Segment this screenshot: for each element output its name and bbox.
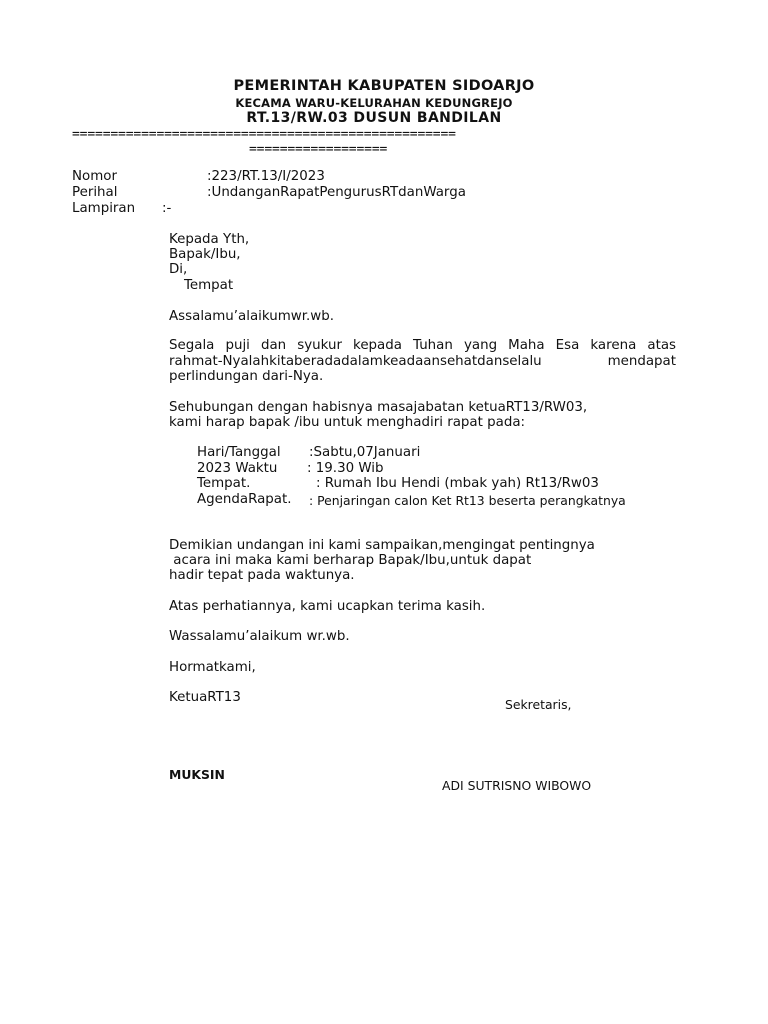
perihal-value: :UndanganRapatPengurusRTdanWarga: [207, 185, 466, 200]
perihal-label: Perihal: [72, 185, 118, 200]
closing-line-2: acara ini maka kami berharap Bapak/Ibu,untuk dapat: [169, 553, 532, 568]
closing-line-3: hadir tepat pada waktunya.: [169, 568, 355, 583]
letterhead-district: KECAMA WARU-KELURAHAN KEDUNGREJO: [235, 96, 513, 110]
letterhead-rule-2: ==================: [249, 142, 388, 157]
signature-right-title: Sekretaris,: [505, 697, 572, 712]
agenda-time-value: : 19.30 Wib: [307, 461, 384, 476]
nomor-value: :223/RT.13/I/2023: [207, 169, 325, 184]
letterhead-rt: RT.13/RW.03 DUSUN BANDILAN: [246, 110, 502, 126]
paragraph-2-line-1: Sehubungan dengan habisnya masajabatan ketuaRT13/RW03,: [169, 400, 588, 415]
paragraph-2-line-2: kami harap bapak /ibu untuk menghadiri rapat pada:: [169, 415, 526, 430]
signature-left-title: KetuaRT13: [169, 690, 241, 705]
closing-line-1: Demikian undangan ini kami sampaikan,mengingat pentingnya: [169, 538, 595, 553]
agenda-date-value: :Sabtu,07Januari: [309, 445, 421, 460]
paragraph-1-line-1: Segala puji dan syukur kepada Tuhan yang Maha Esa karena atas: [169, 338, 676, 353]
regards-line: Hormatkami,: [169, 660, 256, 675]
agenda-date-label: Hari/Tanggal: [197, 445, 281, 460]
recipient-line-2: Bapak/Ibu,: [169, 247, 241, 262]
thanks-line: Atas perhatiannya, kami ucapkan terima kasih.: [169, 599, 486, 614]
farewell-line: Wassalamu’alaikum wr.wb.: [169, 629, 350, 644]
paragraph-1-line-3: perlindungan dari-Nya.: [169, 369, 324, 384]
agenda-topic-label: AgendaRapat.: [197, 492, 292, 507]
letterhead-rule-1: ==================================================: [72, 127, 456, 142]
agenda-time-label: 2023 Waktu: [197, 461, 278, 476]
lampiran-value: :-: [162, 201, 172, 216]
signature-left-name: MUKSIN: [169, 767, 225, 782]
nomor-label: Nomor: [72, 169, 117, 184]
recipient-line-4: Tempat: [184, 278, 234, 293]
agenda-topic-value: : Penjaringan calon Ket Rt13 beserta perangkatnya: [309, 493, 626, 508]
recipient-line-1: Kepada Yth,: [169, 232, 250, 247]
letterhead-government: PEMERINTAH KABUPATEN SIDOARJO: [233, 78, 535, 94]
paragraph-1-line-2: rahmat-Nyalahkitaberadadalamkeadaansehatdanselalu mendapat: [169, 354, 676, 369]
recipient-line-3: Di,: [169, 262, 188, 277]
signature-right-name: ADI SUTRISNO WIBOWO: [442, 778, 592, 793]
agenda-place-value: : Rumah Ibu Hendi (mbak yah) Rt13/Rw03: [316, 476, 599, 491]
greeting: Assalamu’alaikumwr.wb.: [169, 309, 334, 324]
agenda-place-label: Tempat.: [197, 476, 251, 491]
lampiran-label: Lampiran: [72, 201, 136, 216]
